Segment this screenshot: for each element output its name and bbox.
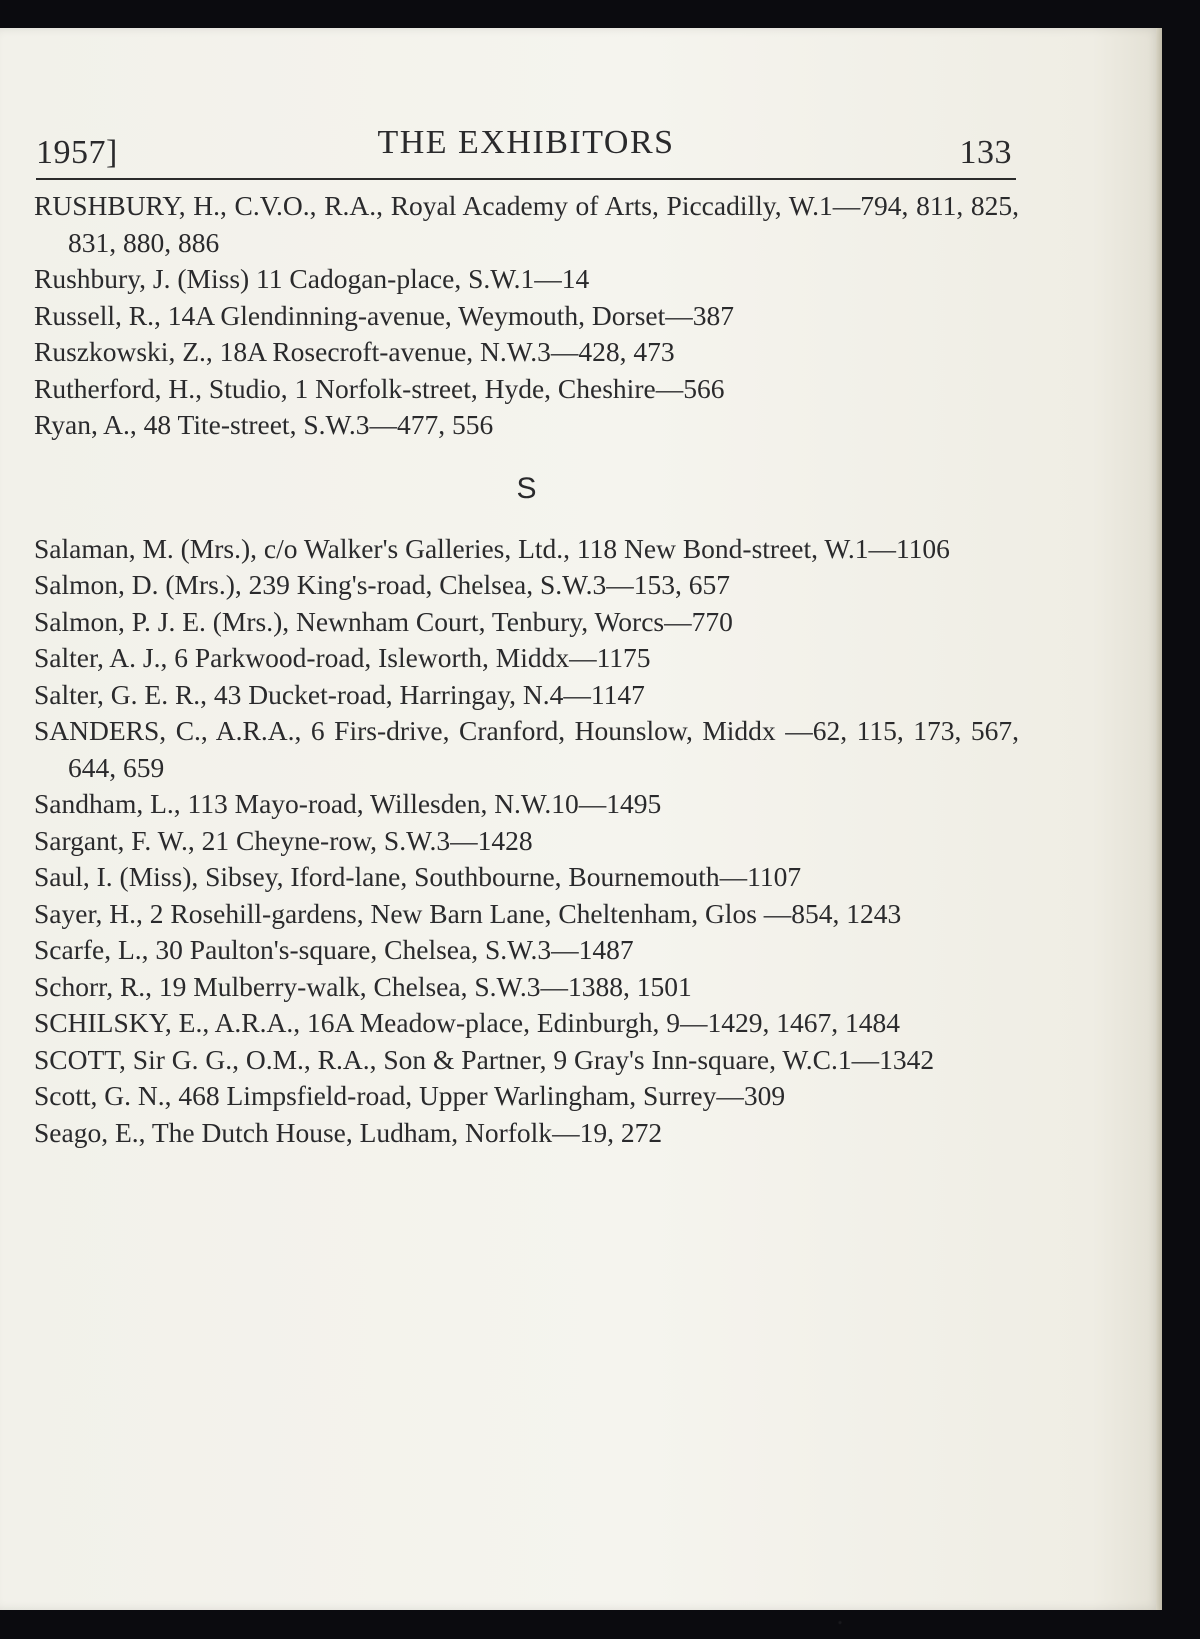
exhibitor-entry: Seago, E., The Dutch House, Ludham, Norfolk—19, 272	[34, 1116, 663, 1148]
book-page	[0, 28, 1162, 1610]
exhibitor-entry: Sandham, L., 113 Mayo-road, Willesden, N.W.10—1495	[34, 788, 662, 819]
exhibitor-entry: Rutherford, H., Studio, 1 Norfolk-street, Hyde, Cheshire—566	[34, 372, 725, 404]
exhibitor-entry: Salter, G. E. R., 43 Ducket-road, Harringay, N.4—1147	[34, 678, 645, 710]
exhibitor-entry: RUSHBURY, H., C.V.O., R.A., Royal Academy of Arts, Piccadilly, W.1—794, 811, 825, 831, 880, 886	[34, 190, 1019, 258]
header-rule	[36, 178, 1016, 180]
running-header	[36, 118, 1016, 170]
exhibitor-entry: Ruszkowski, Z., 18A Rosecroft-avenue, N.W.3—428, 473	[34, 336, 675, 367]
exhibitor-entry: Russell, R., 14A Glendinning-avenue, Weymouth, Dorset—387	[34, 299, 734, 331]
exhibitor-entry: Scott, G. N., 468 Limpsfield-road, Upper Warlingham, Surrey—309	[34, 1080, 786, 1111]
exhibitor-entry: Rushbury, J. (Miss) 11 Cadogan-place, S.W.1—14	[34, 263, 590, 294]
exhibitor-entry: SCHILSKY, E., A.R.A., 16A Meadow-place, Edinburgh, 9—1429, 1467, 1484	[34, 1007, 900, 1038]
exhibitor-entry: Sayer, H., 2 Rosehill-gardens, New Barn Lane, Cheltenham, Glos —854, 1243	[34, 897, 902, 929]
exhibitor-entry: SCOTT, Sir G. G., O.M., R.A., Son & Partner, 9 Gray's Inn-square, W.C.1—1342	[34, 1043, 935, 1075]
exhibitor-entry: Salaman, M. (Mrs.), c/o Walker's Galleries, Ltd., 118 New Bond-street, W.1—1106	[34, 532, 950, 564]
header-title: THE EXHIBITORS	[377, 124, 675, 161]
exhibitor-entry: Saul, I. (Miss), Sibsey, Iford-lane, Southbourne, Bournemouth—1107	[34, 861, 802, 892]
exhibitor-entry: SANDERS, C., A.R.A., 6 Firs-drive, Cranford, Hounslow, Middx —62, 115, 173, 567, 644, 659	[34, 715, 1019, 783]
exhibitor-entry: Scarfe, L., 30 Paulton's-square, Chelsea, S.W.3—1487	[34, 934, 634, 965]
page-edge	[1156, 28, 1162, 1610]
exhibitor-entry: Salmon, P. J. E. (Mrs.), Newnham Court, Tenbury, Worcs—770	[34, 605, 733, 637]
page-number: 133	[959, 134, 1012, 171]
exhibitor-list	[34, 188, 1019, 1151]
exhibitor-entry: Ryan, A., 48 Tite-street, S.W.3—477, 556	[34, 409, 494, 440]
exhibitor-entry: Salmon, D. (Mrs.), 239 King's-road, Chelsea, S.W.3—153, 657	[34, 569, 730, 600]
header-year: 1957]	[36, 134, 118, 171]
exhibitor-entry: Schorr, R., 19 Mulberry-walk, Chelsea, S.W.3—1388, 1501	[34, 970, 692, 1002]
section-letter-heading: S	[516, 471, 537, 505]
exhibitor-entry: Salter, A. J., 6 Parkwood-road, Isleworth, Middx—1175	[34, 642, 651, 673]
exhibitor-entry: Sargant, F. W., 21 Cheyne-row, S.W.3—1428	[34, 824, 533, 856]
